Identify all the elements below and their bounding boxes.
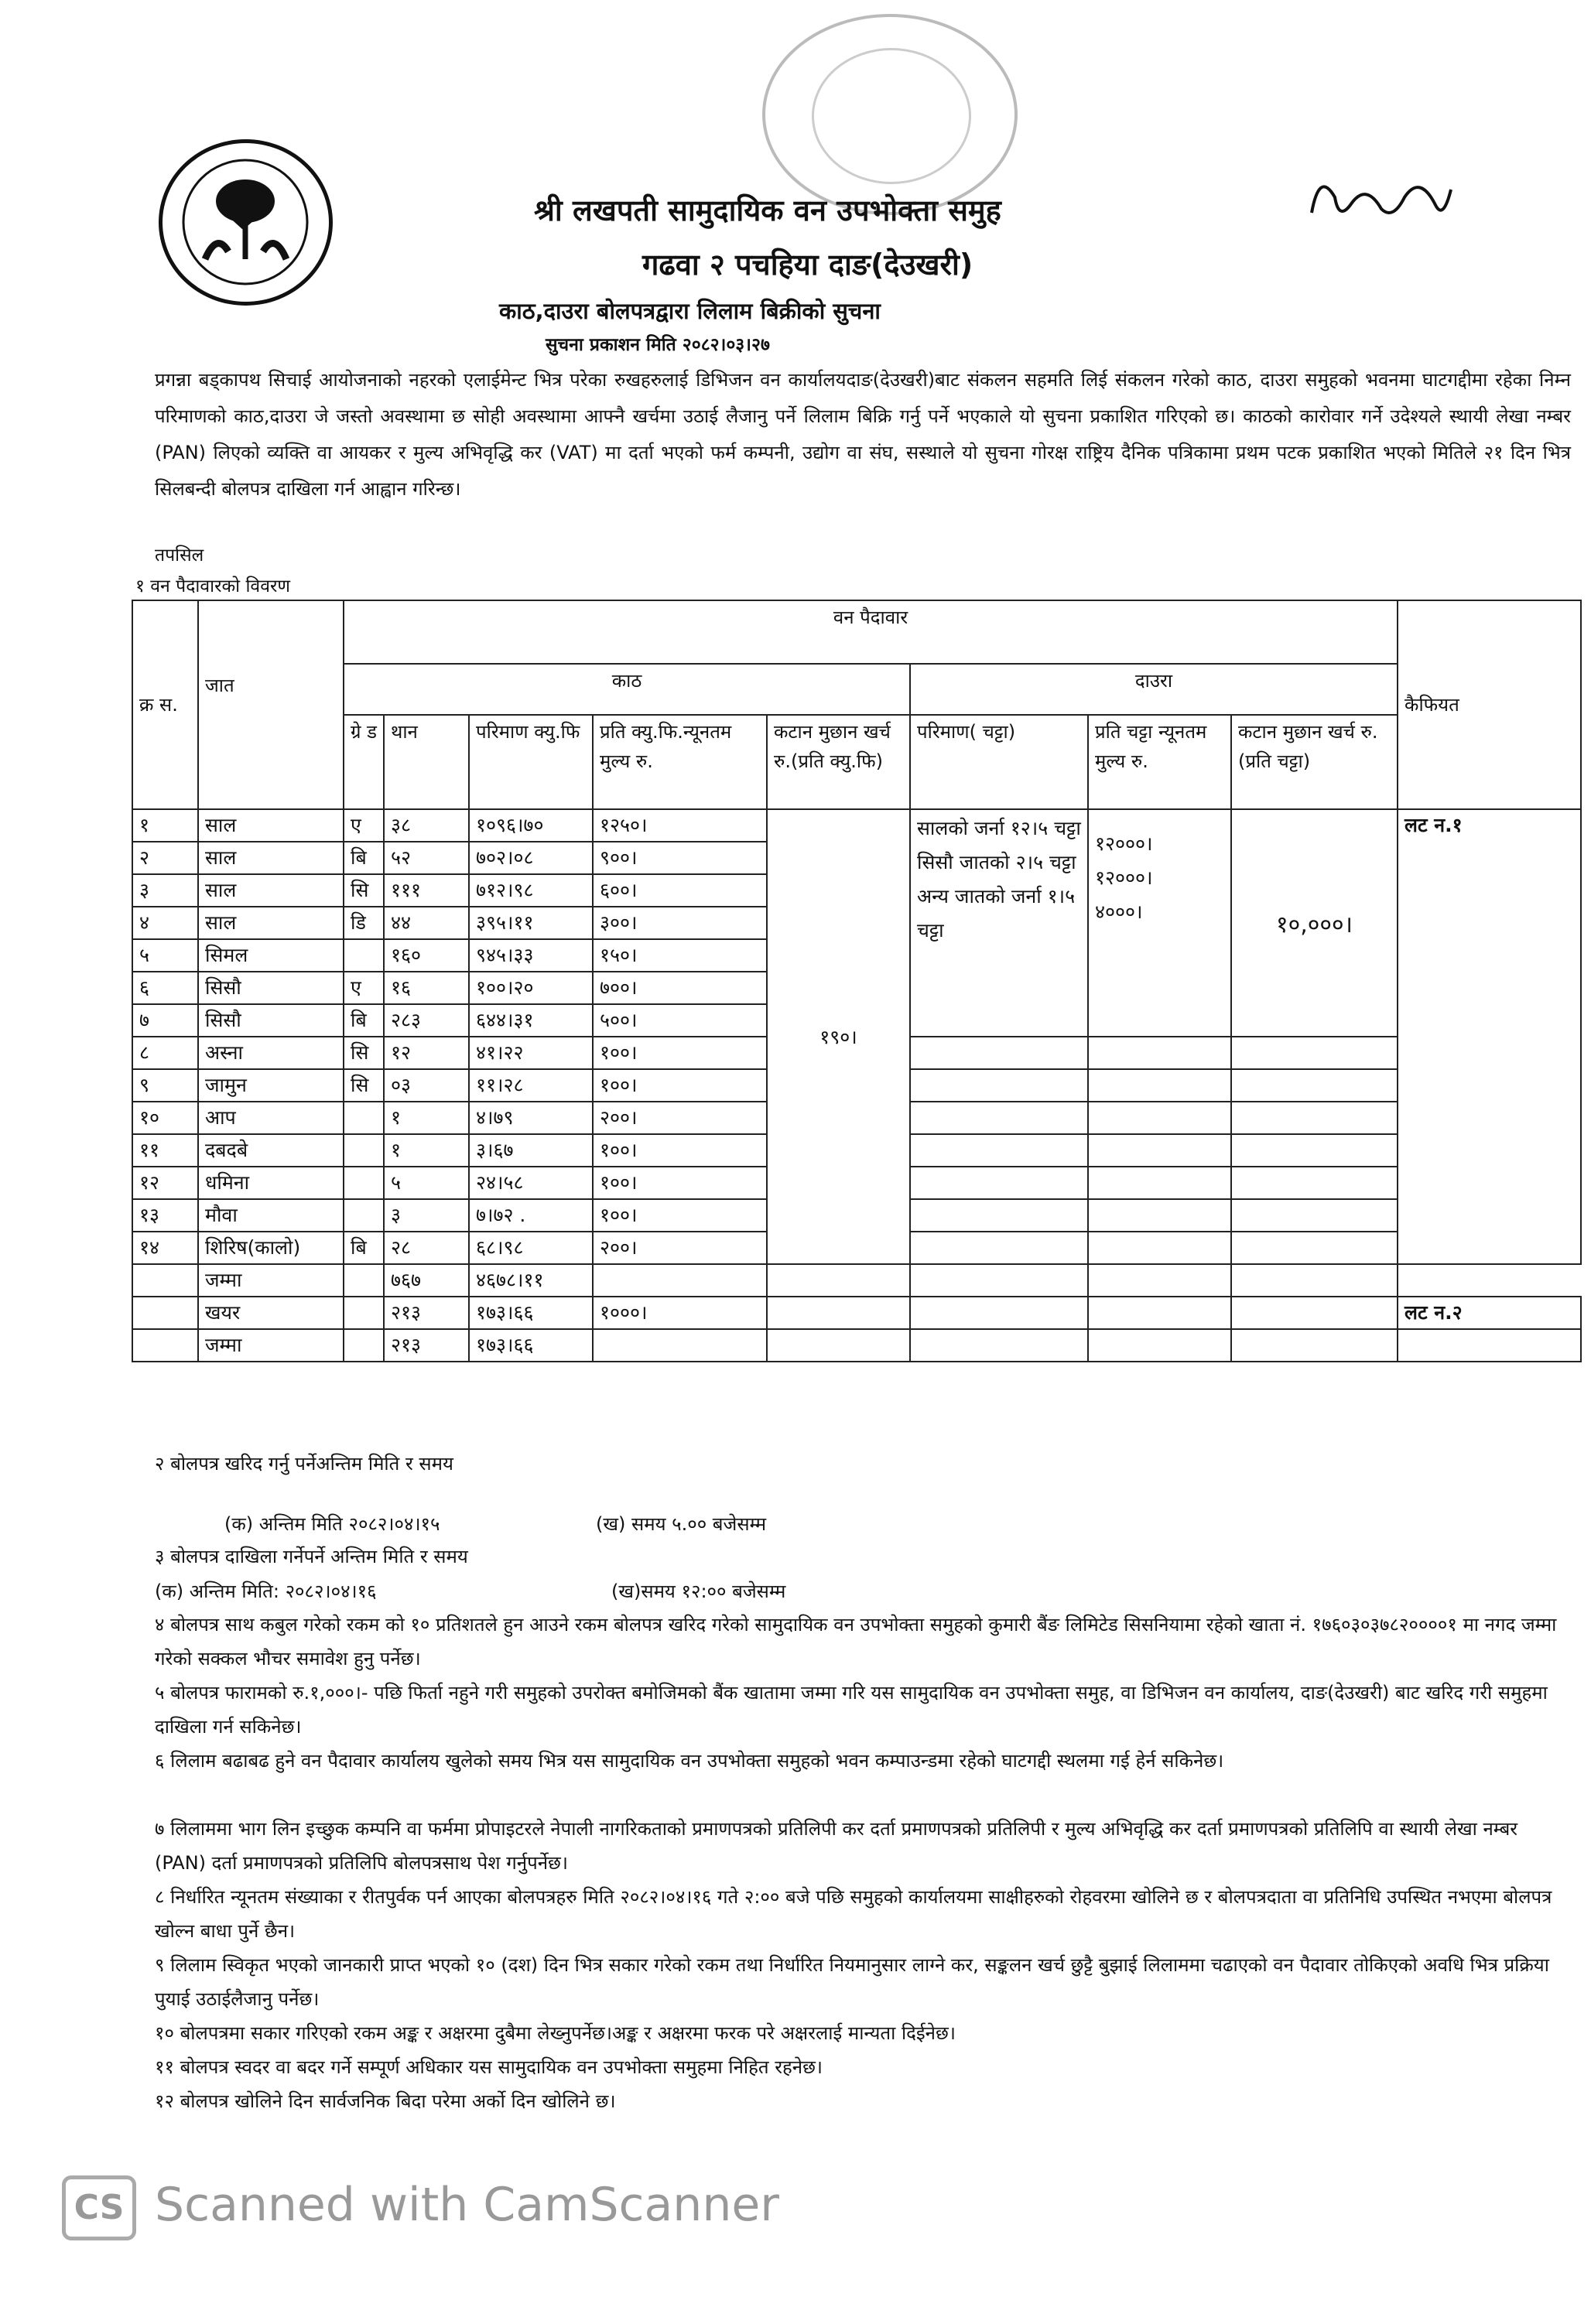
cell-species: शिरिष(कालो) (198, 1232, 344, 1264)
cell-grade (344, 1199, 384, 1232)
org-address: गढवा २ पचहिया दाङ(देउखरी) (642, 248, 973, 282)
cell-sn: ९ (132, 1069, 198, 1102)
cell-than: ५ (384, 1167, 469, 1199)
total2-than: २१३ (384, 1329, 469, 1362)
cell-than: २८ (384, 1232, 469, 1264)
cell-grade (344, 939, 384, 972)
cell-species: सिमल (198, 939, 344, 972)
cell-volume: ४।७९ (469, 1102, 593, 1134)
lot-1: लट न.१ (1398, 809, 1581, 1264)
col-rate: प्रति क्यु.फि.न्यूनतम मुल्य रु. (593, 715, 767, 809)
cell-volume: ३९५।११ (469, 907, 593, 939)
cell-rate: ५००। (593, 1004, 767, 1037)
cell-than: ४४ (384, 907, 469, 939)
lot-2: लट न.२ (1398, 1297, 1581, 1329)
cell-daura-cut: १०,०००। (1231, 809, 1398, 1037)
note-8: ८ निर्धारित न्यूनतम संख्याका र रीतपुर्वक पर्न आएका बोलपत्रहरु मिति २०८२।०४।१६ गते २:०० बजे पछि समुहको कार्यालयमा साक्षीहरुको रोहवरमा खोलिने छ र बोलपत्रदाता वा प्रतिनिधि उपस्थित नभएमा बोलपत्र खोल्न बाधा पुर्ने छैन। (155, 1886, 1552, 1942)
intro-paragraph: प्रगन्ना बड्कापथ सिचाई आयोजनाको नहरको एलाईमेन्ट भित्र परेका रुखहरुलाई डिभिजन वन कार्यालयदाङ(देउखरी)बाट संकलन सहमति लिई संकलन गरेको काठ, दाउरा समुहको भवनमा घाटगद्दीमा रहेका निम्न परिमाणको काठ,दाउरा जे जस्तो अवस्थामा छ सोही अवस्थामा आफ्नै खर्चमा उठाई लैजानु पर्ने लिलाम बिक्रि गर्नु पर्ने भएकाले यो सुचना प्रकाशित गरिएको छ। काठको कारोवार गर्ने उदेश्यले स्थायी लेखा नम्बर (PAN) लिएको व्यक्ति वा आयकर र मुल्य अभिवृद्धि कर (VAT) मा दर्ता भएको फर्म कम्पनी, उद्योग वा संघ, सस्थाले यो सुचना गोरक्ष राष्ट्रिय दैनिक पत्रिकामा प्रथम पटक प्रकाशित भएको मितिले २१ दिन भित्र सिलबन्दी बोलपत्र दाखिला गर्न आह्वान गरिन्छ। (155, 369, 1572, 500)
cell-volume: ९४५।३३ (469, 939, 593, 972)
cell-than: ५२ (384, 842, 469, 874)
cell-than: १६ (384, 972, 469, 1004)
camscanner-logo: CS (62, 2175, 136, 2240)
cell-than: १६० (384, 939, 469, 972)
cell-volume: १०९६।७० (469, 809, 593, 842)
cell-species: सिसौ (198, 972, 344, 1004)
col-species: जात (198, 600, 344, 809)
table-row (132, 809, 1581, 842)
header-forest-product: वन पैदावार (344, 600, 1398, 664)
cell-grade: सि (344, 1037, 384, 1069)
khayar-than: २१३ (384, 1297, 469, 1329)
total1-label: जम्मा (198, 1264, 344, 1297)
note-5: ५ बोलपत्र फारामको रु.१,०००।- पछि फिर्ता नहुने गरी समुहको उपरोक्त बमोजिमको बैंक खातामा जम्मा गरि यस सामुदायिक वन उपभोक्ता समुह, वा डिभिजन वन कार्यालय, दाङ(देउखरी) बाट खरिद गरी समुहमा दाखिला गर्न सकिनेछ। (155, 1682, 1548, 1738)
khayar-rate: १०००। (593, 1297, 767, 1329)
cell-volume: १००।२० (469, 972, 593, 1004)
cell-rate: ९००। (593, 842, 767, 874)
note-10: १० बोलपत्रमा सकार गरिएको रकम अङ्क र अक्षरमा दुबैमा लेख्नुपर्नेछ।अङ्क र अक्षरमा फरक परे अक्षरलाई मान्यता दिईनेछ। (155, 2022, 956, 2044)
cell-cutting-cost: १९०। (767, 809, 910, 1264)
cell-species: साल (198, 842, 344, 874)
note-3-title: ३ बोलपत्र दाखिला गर्नेपर्ने अन्तिम मिति र समय (155, 1546, 468, 1567)
cell-grade: बि (344, 1232, 384, 1264)
cell-species: धमिना (198, 1167, 344, 1199)
cell-species: साल (198, 907, 344, 939)
cell-volume: ६८।९८ (469, 1232, 593, 1264)
note-4: ४ बोलपत्र साथ कबुल गरेको रकम को १० प्रतिशतले हुन आउने रकम बोलपत्र खरिद गरेको सामुदायिक वन उपभोक्ता समुहको कुमारी बैंङ लिमिटेड सिसनियामा रहेको खाता नं. १७६०३०३७८२००००१ मा नगद जम्मा गरेको सक्कल भौचर समावेश हुनु पर्नेछ। (155, 1614, 1557, 1670)
note-11: ११ बोलपत्र स्वदर वा बदर गर्ने सम्पूर्ण अधिकार यस सामुदायिक वन उपभोक्ता समुहमा निहित रहनेछ। (155, 2056, 823, 2078)
official-seal (762, 14, 1018, 215)
daura-rate-line: १२०००। (1095, 832, 1153, 855)
cell-volume: ६४४।३१ (469, 1004, 593, 1037)
cell-sn: ५ (132, 939, 198, 972)
cell-rate: १००। (593, 1069, 767, 1102)
camscanner-watermark: Scanned with CamScanner (155, 2178, 779, 2232)
total1-than: ७६७ (384, 1264, 469, 1297)
header-kath: काठ (344, 664, 910, 715)
cell-sn: १ (132, 809, 198, 842)
note-12: १२ बोलपत्र खोलिने दिन सार्वजनिक बिदा परेमा अर्को दिन खोलिने छ। (155, 2090, 616, 2112)
cell-rate: २००। (593, 1232, 767, 1264)
daura-rate-line: ४०००। (1095, 901, 1143, 923)
cell-rate: १००। (593, 1134, 767, 1167)
cell-than: १११ (384, 874, 469, 907)
note-6: ६ लिलाम बढाबढ हुने वन पैदावार कार्यालय खुलेको समय भित्र यस सामुदायिक वन उपभोक्ता समुहको भवन कम्पाउन्डमा रहेको घाटगद्दी स्थलमा गई हेर्न सकिनेछ। (155, 1750, 1224, 1772)
header-daura: दाउरा (910, 664, 1398, 715)
total2-label: जम्मा (198, 1329, 344, 1362)
cell-species: साल (198, 809, 344, 842)
col-than: थान (384, 715, 469, 809)
cell-sn: ३ (132, 874, 198, 907)
org-name: श्री लखपती सामुदायिक वन उपभोक्ता समुह (534, 193, 1001, 227)
cell-rate: १५०। (593, 939, 767, 972)
cell-volume: ७।७२ . (469, 1199, 593, 1232)
cell-than: १ (384, 1134, 469, 1167)
section1-label: १ वन पैदावारको विवरण (135, 576, 291, 596)
cell-daura-desc: सालको जर्ना १२।५ चट्टा सिसौ जातको २।५ चट्टा अन्य जातको जर्ना १।५ चट्टा (910, 809, 1088, 1037)
notice-title: काठ,दाउरा बोलपत्रद्वारा लिलाम बिक्रीको सुचना (499, 298, 881, 324)
cell-grade: डि (344, 907, 384, 939)
cell-volume: ११।२८ (469, 1069, 593, 1102)
khayar-label: खयर (198, 1297, 344, 1329)
cell-volume: ७०२।०८ (469, 842, 593, 874)
signature (1304, 166, 1459, 245)
cell-than: ३ (384, 1199, 469, 1232)
note-3-date: (क) अन्तिम मिति: २०८२।०४।१६ (155, 1581, 377, 1602)
details-label: तपसिल (155, 545, 204, 566)
cell-sn: ६ (132, 972, 198, 1004)
cell-species: दबदबे (198, 1134, 344, 1167)
note-3-time: (ख)समय १२:०० बजेसम्म (611, 1581, 786, 1602)
cell-grade: सि (344, 874, 384, 907)
col-cutting: कटान मुछान खर्च रु.(प्रति क्यु.फि) (767, 715, 910, 809)
cell-rate: १००। (593, 1037, 767, 1069)
publish-date: सुचना प्रकाशन मिति २०८२।०३।२७ (546, 335, 770, 355)
cell-grade (344, 1134, 384, 1167)
total2-vol: १७३।६६ (469, 1329, 593, 1362)
cell-daura-rate (1088, 809, 1231, 1037)
cell-rate: १००। (593, 1167, 767, 1199)
cell-rate: ३००। (593, 907, 767, 939)
cell-species: आप (198, 1102, 344, 1134)
cell-than: २८३ (384, 1004, 469, 1037)
col-daura-cut: कटान मुछान खर्च रु.(प्रति चट्टा) (1231, 715, 1398, 809)
col-daura-qty: परिमाण( चट्टा) (910, 715, 1088, 809)
cell-volume: ७१२।९८ (469, 874, 593, 907)
org-logo (159, 139, 333, 306)
note-9: ९ लिलाम स्विकृत भएको जानकारी प्राप्त भएको १० (दश) दिन भित्र सकार गरेको रकम तथा निर्धारित नियमानुसार लाग्ने कर, सङ्कलन खर्च छुट्टै बुझाई लिलाममा चढाएको वन पैदावार तोकिएको अवधि भित्र प्रक्रिया पुयाई उठाईलैजानु पर्नेछ। (155, 1954, 1549, 2010)
col-daura-rate: प्रति चट्टा न्यूनतम मुल्य रु. (1088, 715, 1231, 809)
cell-rate: ७००। (593, 972, 767, 1004)
cell-species: साल (198, 874, 344, 907)
cell-sn: १४ (132, 1232, 198, 1264)
cell-rate: १२५०। (593, 809, 767, 842)
note-7: ७ लिलाममा भाग लिन इच्छुक कम्पनि वा फर्ममा प्रोपाइटरले नेपाली नागरिकताको प्रमाणपत्रको प्रतिलिपी कर दर्ता प्रमाणपत्रको प्रतिलिपी र मुल्य अभिवृद्धि कर दर्ता प्रमाणपत्रको प्रतिलिपि वा स्थायी लेखा नम्बर (PAN) दर्ता प्रमाणपत्रको प्रतिलिपि बोलपत्रसाथ पेश गर्नुपर्नेछ। (155, 1818, 1518, 1874)
total1-vol: ४६७८।११ (469, 1264, 593, 1297)
cell-than: १ (384, 1102, 469, 1134)
col-remarks: कैफियत (1398, 600, 1581, 809)
note-2-time: (ख) समय ५.०० बजेसम्म (596, 1513, 767, 1535)
cell-sn: १३ (132, 1199, 198, 1232)
col-grade: ग्रे ड (344, 715, 384, 809)
cell-grade: ए (344, 809, 384, 842)
cell-volume: ४१।२२ (469, 1037, 593, 1069)
daura-rate-line: १२०००। (1095, 866, 1153, 889)
cell-grade: बि (344, 1004, 384, 1037)
cell-than: ०३ (384, 1069, 469, 1102)
cell-volume: २४।५८ (469, 1167, 593, 1199)
cell-rate: १००। (593, 1199, 767, 1232)
cell-sn: ८ (132, 1037, 198, 1069)
cell-sn: ४ (132, 907, 198, 939)
cell-species: अस्ना (198, 1037, 344, 1069)
cell-species: जामुन (198, 1069, 344, 1102)
cell-than: १२ (384, 1037, 469, 1069)
col-sn: क्र स. (132, 600, 198, 809)
khayar-vol: १७३।६६ (469, 1297, 593, 1329)
cell-species: सिसौ (198, 1004, 344, 1037)
cell-grade (344, 1167, 384, 1199)
cell-rate: २००। (593, 1102, 767, 1134)
cell-grade: ए (344, 972, 384, 1004)
col-volume: परिमाण क्यु.फि (469, 715, 593, 809)
cell-species: मौवा (198, 1199, 344, 1232)
cell-sn: १२ (132, 1167, 198, 1199)
note-2-date: (क) अन्तिम मिति २०८२।०४।१५ (224, 1513, 440, 1535)
cell-grade: बि (344, 842, 384, 874)
cell-sn: ७ (132, 1004, 198, 1037)
cell-volume: ३।६७ (469, 1134, 593, 1167)
cell-sn: ११ (132, 1134, 198, 1167)
forest-product-table (132, 600, 1582, 1362)
cell-grade: सि (344, 1069, 384, 1102)
cell-rate: ६००। (593, 874, 767, 907)
cell-sn: १० (132, 1102, 198, 1134)
note-2-title: २ बोलपत्र खरिद गर्नु पर्नेअन्तिम मिति र समय (155, 1453, 453, 1475)
cell-sn: २ (132, 842, 198, 874)
cell-grade (344, 1102, 384, 1134)
cell-than: ३८ (384, 809, 469, 842)
